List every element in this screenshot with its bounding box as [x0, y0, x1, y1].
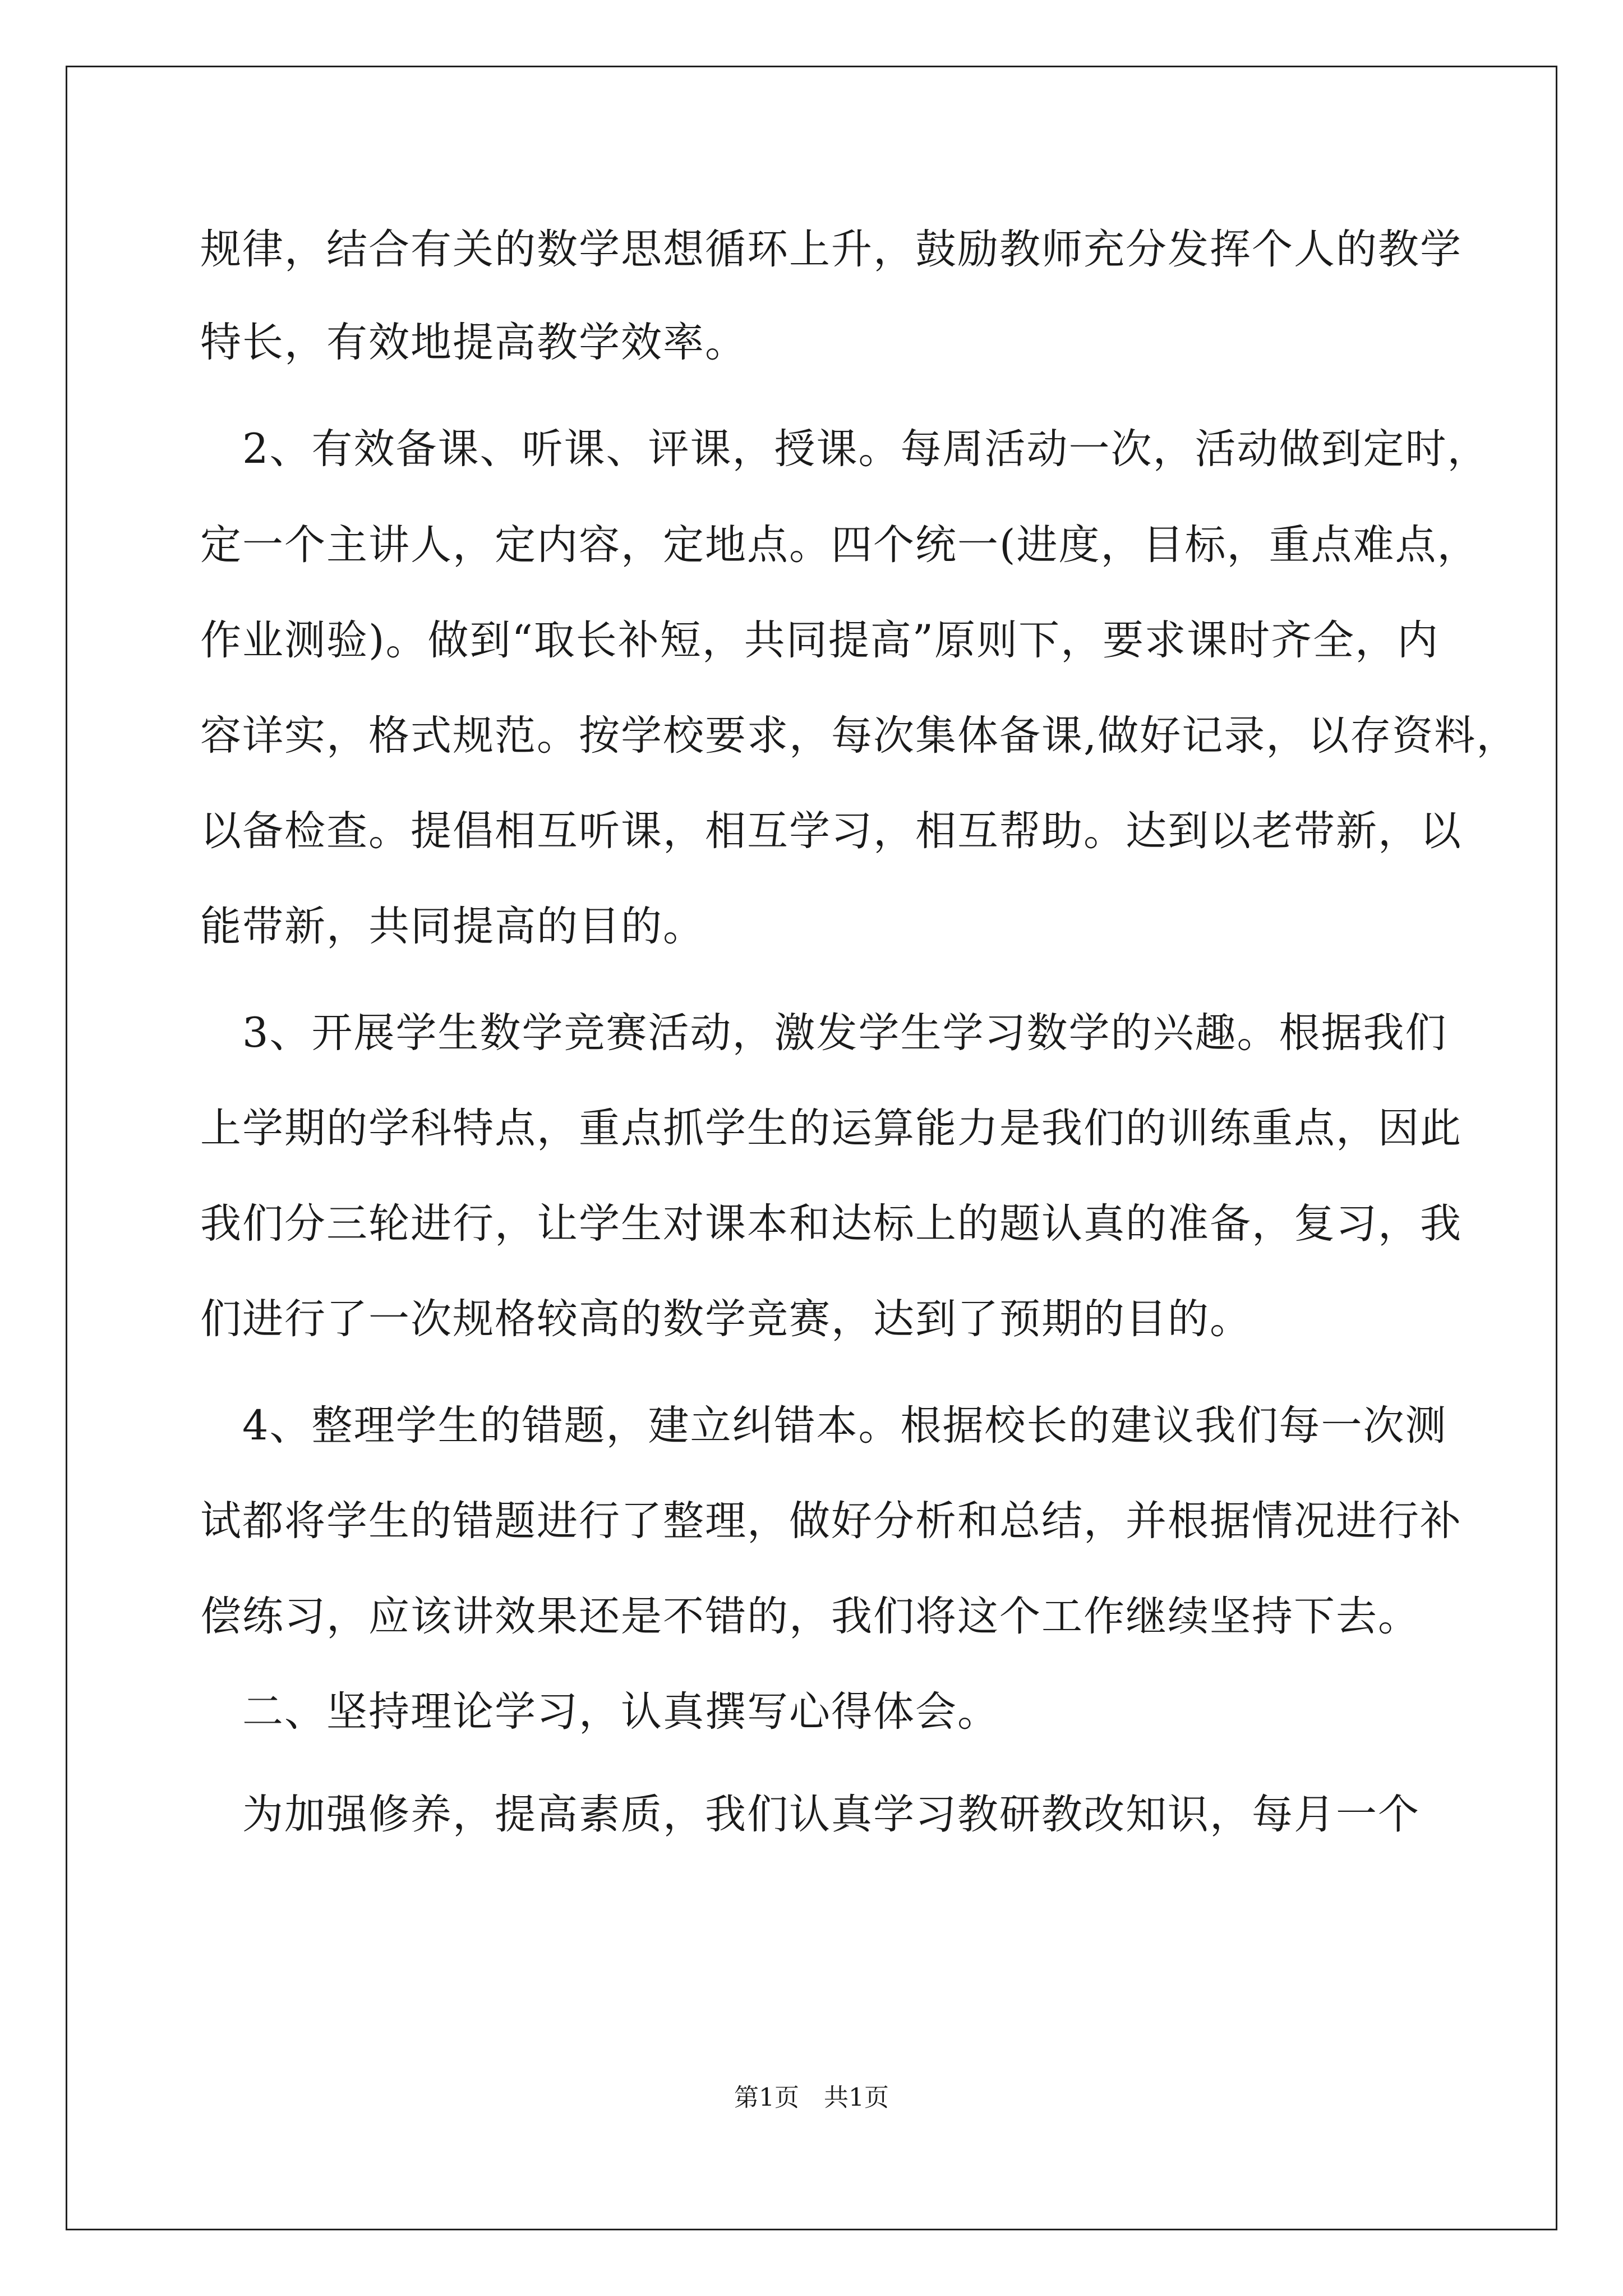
text-line-2: 特长，有效地提高教学效率。	[200, 319, 747, 366]
text-line-16: 二、坚持理论学习，认真撰写心得体会。	[200, 1688, 999, 1736]
text-line-10: 上学期的学科特点，重点抓学生的运算能力是我们的训练重点，因此	[200, 1105, 1462, 1152]
text-line-13: 4、整理学生的错题，建立纠错本。根据校长的建议我们每一次测	[200, 1402, 1447, 1450]
text-line-3: 2、有效备课、听课、评课，授课。每周活动一次，活动做到定时，	[200, 425, 1490, 473]
text-line-5: 作业测验)。做到“取长补短，共同提高”原则下，要求课时齐全，内	[200, 616, 1440, 664]
text-line-17: 为加强修养，提高素质，我们认真学习教研教改知识，每月一个	[200, 1791, 1420, 1838]
text-line-1: 规律，结合有关的数学思想循环上升，鼓励教师充分发挥个人的教学	[200, 226, 1462, 273]
text-line-6: 容详实，格式规范。按学校要求，每次集体备课,做好记录，以存资料，	[200, 712, 1519, 760]
text-line-14: 试都将学生的错题进行了整理，做好分析和总结，并根据情况进行补	[200, 1497, 1462, 1545]
text-line-8: 能带新，共同提高的目的。	[200, 903, 705, 950]
text-line-12: 们进行了一次规格较高的数学竞赛，达到了预期的目的。	[200, 1295, 1252, 1343]
page-number-footer: 第1页 共1页	[734, 2083, 889, 2112]
text-line-9: 3、开展学生数学竞赛活动，激发学生学习数学的兴趣。根据我们	[200, 1009, 1447, 1057]
text-line-15: 偿练习，应该讲效果还是不错的，我们将这个工作继续坚持下去。	[200, 1593, 1420, 1640]
text-line-7: 以备检查。提倡相互听课，相互学习，相互帮助。达到以老带新，以	[200, 807, 1462, 855]
text-line-4: 定一个主讲人，定内容，定地点。四个统一(进度，目标，重点难点，	[200, 521, 1479, 569]
text-line-11: 我们分三轮进行，让学生对课本和达标上的题认真的准备，复习，我	[200, 1200, 1462, 1248]
